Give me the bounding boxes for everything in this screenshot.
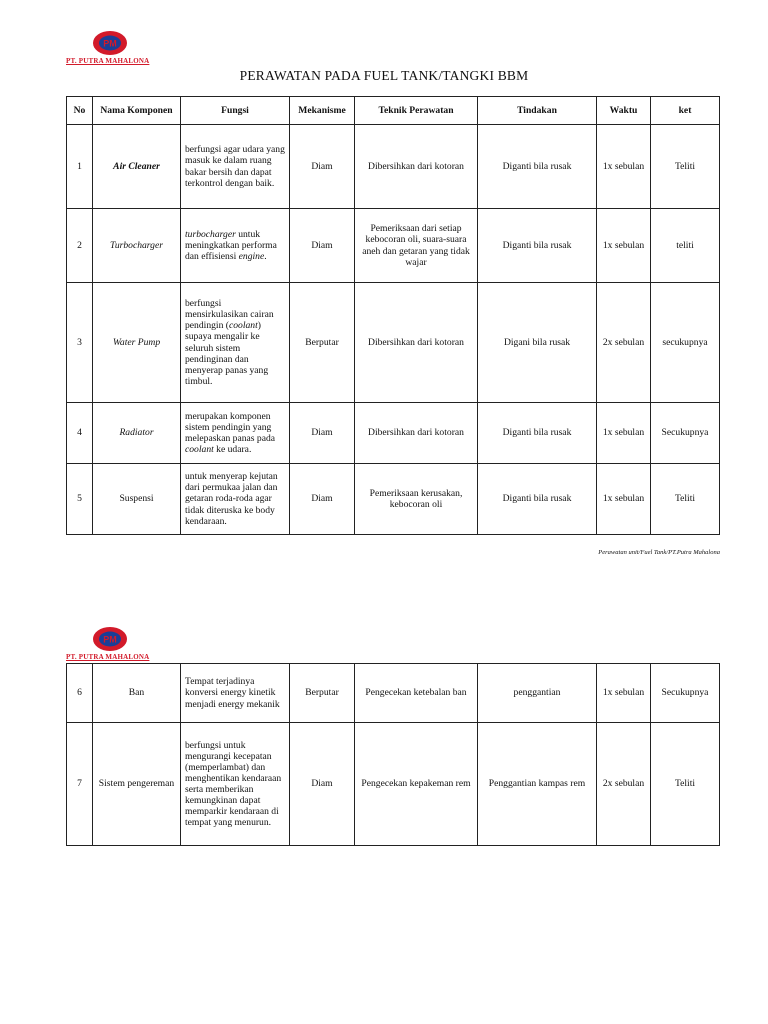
cell-ket: Secukupnya bbox=[651, 664, 720, 723]
cell-tindakan: Diganti bila rusak bbox=[478, 403, 597, 464]
cell-waktu: 2x sebulan bbox=[597, 723, 651, 846]
cell-fungsi: berfungsi agar udara yang masuk ke dalam ruang bakar bersih dan dapat terkontrol dengan baik. bbox=[181, 125, 290, 209]
cell-mekanisme: Diam bbox=[290, 403, 355, 464]
table-row bbox=[67, 125, 720, 209]
col-header-waktu: Waktu bbox=[597, 97, 651, 125]
cell-tindakan: Penggantian kampas rem bbox=[478, 723, 597, 846]
table-row bbox=[67, 664, 720, 723]
cell-teknik: Dibersihkan dari kotoran bbox=[355, 283, 478, 403]
cell-nama: Sistem pengereman bbox=[93, 723, 181, 846]
cell-no: 6 bbox=[67, 664, 93, 723]
cell-mekanisme: Diam bbox=[290, 125, 355, 209]
cell-mekanisme: Diam bbox=[290, 723, 355, 846]
cell-waktu: 1x sebulan bbox=[597, 209, 651, 283]
cell-mekanisme: Diam bbox=[290, 209, 355, 283]
cell-fungsi: untuk menyerap kejutan dari permukaa jalan dan getaran roda-roda agar tidak diteruska ke body kendaraan. bbox=[181, 464, 290, 535]
cell-tindakan: penggantian bbox=[478, 664, 597, 723]
cell-no: 2 bbox=[67, 209, 93, 283]
cell-fungsi: turbocharger untuk meningkatkan performa dan effisiensi engine. bbox=[181, 209, 290, 283]
table-row bbox=[67, 209, 720, 283]
company-logo-bottom bbox=[66, 626, 162, 661]
col-header-mekanisme: Mekanisme bbox=[290, 97, 355, 125]
logo-emblem-icon bbox=[92, 626, 128, 652]
cell-no: 4 bbox=[67, 403, 93, 464]
table-header-row bbox=[67, 97, 720, 125]
maintenance-table-continued bbox=[66, 663, 720, 846]
col-header-tindakan: Tindakan bbox=[478, 97, 597, 125]
table-row bbox=[67, 403, 720, 464]
col-header-ket: ket bbox=[651, 97, 720, 125]
company-name: PT. PUTRA MAHALONA bbox=[66, 653, 150, 661]
cell-tindakan: Diganti bila rusak bbox=[478, 209, 597, 283]
cell-nama: Radiator bbox=[93, 403, 181, 464]
cell-ket: Teliti bbox=[651, 125, 720, 209]
cell-nama: Ban bbox=[93, 664, 181, 723]
cell-waktu: 1x sebulan bbox=[597, 464, 651, 535]
col-header-fungsi: Fungsi bbox=[181, 97, 290, 125]
cell-ket: Teliti bbox=[651, 723, 720, 846]
cell-mekanisme: Berputar bbox=[290, 283, 355, 403]
cell-nama: Suspensi bbox=[93, 464, 181, 535]
page-footer: Perawatan unit/Fuel Tank/PT.Putra Mahalona bbox=[598, 549, 720, 556]
cell-fungsi: Tempat terjadinya konversi energy kinetik menjadi energy mekanik bbox=[181, 664, 290, 723]
cell-mekanisme: Diam bbox=[290, 464, 355, 535]
cell-mekanisme: Berputar bbox=[290, 664, 355, 723]
cell-waktu: 1x sebulan bbox=[597, 125, 651, 209]
cell-ket: secukupnya bbox=[651, 283, 720, 403]
cell-fungsi: berfungsi untuk mengurangi kecepatan (memperlambat) dan menghentikan kendaraan serta memberikan kemungkinan dapat memparkir kendaraan di tempat yang menurun. bbox=[181, 723, 290, 846]
cell-fungsi: berfungsi mensirkulasikan cairan pendingin (coolant) supaya mengalir ke seluruh sistem pendinginan dan menyerap panas yang timbul. bbox=[181, 283, 290, 403]
cell-no: 1 bbox=[67, 125, 93, 209]
cell-no: 5 bbox=[67, 464, 93, 535]
cell-nama: Air Cleaner bbox=[93, 125, 181, 209]
cell-ket: teliti bbox=[651, 209, 720, 283]
cell-no: 7 bbox=[67, 723, 93, 846]
cell-nama: Turbocharger bbox=[93, 209, 181, 283]
cell-tindakan: Diganti bila rusak bbox=[478, 464, 597, 535]
cell-teknik: Pemeriksaan kerusakan, kebocoran oli bbox=[355, 464, 478, 535]
cell-nama: Water Pump bbox=[93, 283, 181, 403]
logo-letters: PM bbox=[103, 634, 117, 645]
col-header-no: No bbox=[67, 97, 93, 125]
cell-tindakan: Diganti bila rusak bbox=[478, 125, 597, 209]
cell-fungsi: merupakan komponen sistem pendingin yang melepaskan panas pada coolant ke udara. bbox=[181, 403, 290, 464]
cell-teknik: Dibersihkan dari kotoran bbox=[355, 125, 478, 209]
cell-waktu: 1x sebulan bbox=[597, 664, 651, 723]
company-logo-top bbox=[66, 30, 162, 65]
table-row bbox=[67, 464, 720, 535]
cell-no: 3 bbox=[67, 283, 93, 403]
cell-ket: Secukupnya bbox=[651, 403, 720, 464]
cell-tindakan: Digani bila rusak bbox=[478, 283, 597, 403]
cell-waktu: 2x sebulan bbox=[597, 283, 651, 403]
cell-teknik: Dibersihkan dari kotoran bbox=[355, 403, 478, 464]
table-row bbox=[67, 283, 720, 403]
table-row bbox=[67, 723, 720, 846]
col-header-nama: Nama Komponen bbox=[93, 97, 181, 125]
cell-teknik: Pemeriksaan dari setiap kebocoran oli, suara-suara aneh dan getaran yang tidak wajar bbox=[355, 209, 478, 283]
cell-teknik: Pengecekan ketebalan ban bbox=[355, 664, 478, 723]
maintenance-table bbox=[66, 96, 720, 535]
page-title: PERAWATAN PADA FUEL TANK/TANGKI BBM bbox=[239, 68, 529, 83]
cell-ket: Teliti bbox=[651, 464, 720, 535]
cell-waktu: 1x sebulan bbox=[597, 403, 651, 464]
col-header-teknik: Teknik Perawatan bbox=[355, 97, 478, 125]
logo-letters: PM bbox=[103, 38, 117, 49]
cell-teknik: Pengecekan kepakeman rem bbox=[355, 723, 478, 846]
company-name: PT. PUTRA MAHALONA bbox=[66, 57, 150, 65]
logo-emblem-icon bbox=[92, 30, 128, 56]
